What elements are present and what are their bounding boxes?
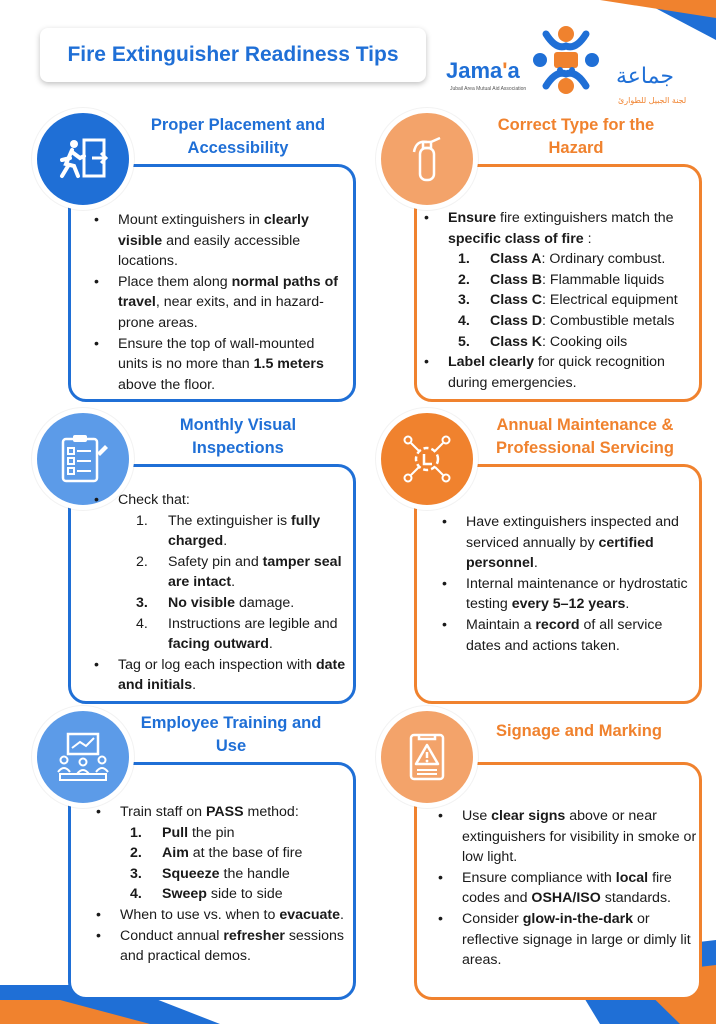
checklist-icon: [53, 429, 113, 489]
warning-sign-icon: [397, 727, 457, 787]
pass-steps: [130, 823, 350, 905]
list-item: 1. The extinguisher is fully charged.: [136, 512, 321, 550]
logo-latin-text: Jama'a: [446, 58, 520, 83]
list-item: 4. Instructions are legible and facing outward.: [136, 615, 338, 653]
list-item: 2. Safety pin and tamper seal are intact.: [136, 553, 342, 591]
logo-arabic-subtitle: لجنة الجبيل للطوارئ: [618, 96, 687, 105]
list-item: • When to use vs. when to evacuate.: [94, 905, 350, 926]
inspection-content: [92, 490, 352, 696]
list-item: 4. Sweep side to side: [130, 886, 283, 903]
list-item: • Internal maintenance or hydrostatic testing every 5–12 years.: [440, 574, 696, 615]
list-item: 3. No visible damage.: [136, 594, 295, 611]
list-item: • Use clear signs above or near extinguishers for visibility in smoke or low light.: [436, 806, 698, 868]
correct-type-card-title: Correct Type for the Hazard: [497, 116, 655, 157]
header-title-box: [40, 28, 426, 82]
list-item: • Label clearly for quick recognition during emergencies.: [422, 352, 702, 393]
logo-subtitle: Jubail Area Mutual Aid Association: [450, 86, 527, 92]
list-item: 3. Squeeze the handle: [130, 865, 290, 882]
list-item: • Ensure fire extinguishers match the specific class of fire : 1. Class A: Ordinary combust. 2. Class B: Flammable liquids 3. Class C: Electrical equipment 4. Class D: Combustible metals 5. Class K: Cooking oils: [422, 208, 702, 352]
jamaa-logo: [440, 20, 708, 104]
training-icon: [52, 726, 114, 788]
list-item: 5. Class K: Cooking oils: [458, 333, 628, 350]
signage-list: [436, 806, 698, 971]
placement-card-title: Proper Placement and Accessibility: [150, 116, 326, 157]
list-item: 2. Class B: Flammable liquids: [458, 271, 665, 288]
training-card-title: Employee Training and Use: [140, 714, 322, 755]
list-item: 3. Class C: Electrical equipment: [458, 292, 678, 309]
logo-arabic-text: جماعة: [616, 64, 674, 89]
list-item: 1. Class A: Ordinary combust.: [458, 251, 666, 268]
exit-icon: [54, 130, 112, 188]
signage-icon-circle: [376, 706, 478, 808]
list-item: • Train staff on PASS method: 1. Pull the pin 2. Aim at the base of fire 3. Squeeze the handle 4. Sweep side to side: [94, 802, 350, 905]
maintenance-card-title: Annual Maintenance & Professional Servicing: [496, 416, 674, 457]
maintenance-icon-circle: [376, 408, 478, 510]
training-icon-circle: [32, 706, 134, 808]
correct-type-icon-circle: [376, 108, 478, 210]
placement-icon-circle: [32, 108, 134, 210]
correct-type-content: [422, 208, 702, 393]
list-item: 2. Aim at the base of fire: [130, 845, 303, 862]
inspection-card-title: Monthly Visual Inspections: [179, 416, 297, 457]
maintenance-list: [440, 512, 696, 656]
fire-extinguisher-icon: [398, 130, 456, 188]
list-item: • Maintain a record of all service dates and actions taken.: [440, 615, 696, 656]
list-item: • Ensure compliance with local fire codes and OSHA/ISO standards.: [436, 868, 698, 909]
placement-list: [92, 210, 348, 395]
list-item: • Mount extinguishers in clearly visible and easily accessible locations.: [92, 210, 348, 272]
training-content: [94, 802, 350, 967]
signage-card-title: Signage and Marking: [496, 722, 662, 740]
list-item: • Have extinguishers inspected and serviced annually by certified personnel.: [440, 512, 696, 574]
list-item: • Consider glow-in-the-dark or reflective signage in large or dimly lit areas.: [436, 909, 698, 971]
list-item: • Tag or log each inspection with date and initials.: [92, 655, 352, 696]
list-item: • Ensure the top of wall-mounted units is no more than 1.5 meters above the floor.: [92, 334, 348, 396]
check-list: [136, 511, 352, 655]
logo-mark-icon: [526, 20, 606, 100]
list-item: 4. Class D: Combustible metals: [458, 312, 675, 329]
gear-hand-icon: [396, 428, 458, 490]
list-item: • Place them along normal paths of travel, near exits, and in hazard-prone areas.: [92, 272, 348, 334]
fire-class-list: [458, 249, 702, 352]
list-item: • Conduct annual refresher sessions and practical demos.: [94, 926, 350, 967]
page-title: Fire Extinguisher Readiness Tips: [67, 43, 399, 66]
list-item: 1. Pull the pin: [130, 824, 235, 841]
list-item: • Check that: 1. The extinguisher is fully charged. 2. Safety pin and tamper seal are intact. 3. No visible damage. 4. Instructions are legible and facing outward.: [92, 490, 352, 655]
